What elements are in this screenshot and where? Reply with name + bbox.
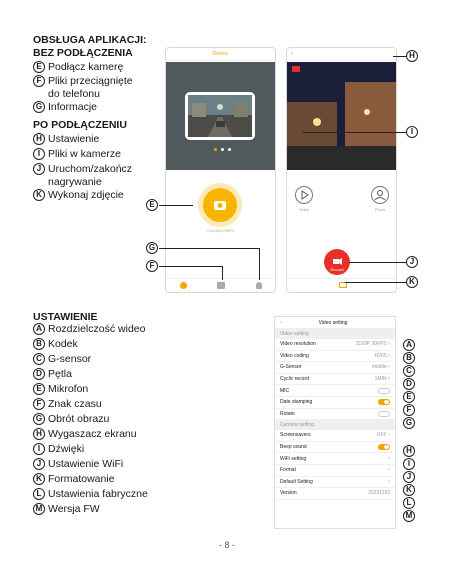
legend-text	[48, 163, 132, 188]
setting-label: G-Sensor	[280, 364, 302, 371]
setting-label: MIC	[280, 387, 290, 394]
bottom-nav	[166, 278, 275, 292]
settings-legend-item	[33, 428, 148, 443]
night-street-image	[287, 62, 396, 170]
phone-title-bar	[166, 48, 275, 61]
legend-text: Mikrofon	[48, 383, 89, 395]
badge: L	[33, 488, 45, 500]
legend-text: Znak czasu	[48, 398, 102, 410]
carousel-dot[interactable]	[228, 148, 231, 151]
live-preview	[287, 62, 396, 170]
settings-legend-item	[33, 353, 148, 368]
chevron-right-icon: ›	[388, 352, 390, 359]
callout-line-f	[159, 266, 222, 267]
settings-legend-item	[33, 488, 148, 503]
carousel-dot[interactable]	[214, 148, 217, 151]
photo-label: Photo	[374, 207, 386, 212]
setting-label: WiFi setting	[280, 455, 307, 462]
setting-row-version	[275, 488, 395, 500]
settings-legend-item	[33, 458, 148, 473]
setting-row-gsensor[interactable]	[275, 362, 395, 374]
setting-row-coding[interactable]	[275, 351, 395, 363]
callout-j: J	[406, 256, 418, 268]
badge: C	[403, 365, 415, 377]
badge: M	[33, 503, 45, 515]
badge: I	[33, 443, 45, 455]
date-stamp-toggle[interactable]	[378, 399, 390, 405]
badge: D	[33, 368, 45, 380]
badge: B	[403, 352, 415, 364]
chevron-right-icon: ›	[388, 467, 390, 474]
legend-text-line-1: Uruchom/zakończ	[48, 163, 133, 175]
setting-label: Version	[280, 490, 297, 497]
files-nav-icon[interactable]	[217, 282, 225, 289]
legend-text: Pętla	[48, 368, 72, 380]
setting-row-rotate	[275, 409, 395, 421]
settings-title: Video setting	[318, 319, 348, 326]
back-chevron-icon[interactable]: ‹	[280, 319, 282, 326]
badge: G	[403, 417, 415, 429]
after-connection-title: PO PODŁĄCZENIU	[33, 119, 127, 131]
badge: F	[33, 398, 45, 410]
setting-row-wifi[interactable]	[275, 453, 395, 465]
setting-row-mic	[275, 385, 395, 397]
legend-text: G-sensor	[48, 353, 92, 365]
legend-text: Ustawienie WiFi	[48, 458, 124, 470]
setting-label: Format	[280, 467, 296, 474]
legend-item-e	[33, 61, 123, 74]
legend-text-line-2: nagrywanie	[48, 175, 102, 188]
legend-text: Wykonaj zdjęcie	[48, 189, 124, 201]
settings-legend-title: USTAWIENIE	[33, 311, 98, 323]
callout-line-j	[349, 262, 406, 263]
badge: K	[33, 473, 45, 485]
setting-value: OFF	[376, 432, 387, 439]
badge: E	[403, 391, 415, 403]
callout-f: F	[146, 260, 158, 272]
callout-line-e	[159, 205, 193, 206]
bottom-bar	[287, 278, 396, 292]
legend-item-j	[33, 163, 132, 188]
legend-item-g	[33, 101, 97, 114]
badge: J	[33, 163, 45, 175]
legend-item-f	[33, 75, 133, 100]
setting-row-cyclic[interactable]	[275, 374, 395, 386]
no-connection-title	[33, 34, 147, 60]
callout-line-k	[345, 282, 406, 283]
hero-banner	[166, 62, 275, 170]
play-icon	[296, 187, 312, 203]
badge: M	[403, 510, 415, 522]
setting-value: H265	[374, 352, 387, 359]
chevron-right-icon: ›	[388, 341, 390, 348]
carousel-dots	[214, 148, 231, 151]
settings-screen	[274, 316, 396, 529]
badge: J	[33, 458, 45, 470]
carousel-dot[interactable]	[221, 148, 224, 151]
badge: G	[33, 101, 45, 113]
connect-label: Connect (WiFi)	[207, 228, 234, 233]
photo-files-button[interactable]	[371, 186, 389, 204]
setting-value: 1MIN	[374, 376, 387, 383]
badge: A	[403, 339, 415, 351]
callout-line-g	[159, 248, 259, 249]
chevron-right-icon: ›	[388, 478, 390, 485]
video-files-button[interactable]	[295, 186, 313, 204]
settings-right-badges-h-m	[403, 445, 418, 523]
badge: C	[33, 353, 45, 365]
setting-label: Rotate	[280, 410, 295, 417]
callout-g: G	[146, 242, 158, 254]
setting-row-screensaver[interactable]	[275, 430, 395, 442]
setting-value: 2160P 30FPS	[355, 341, 387, 348]
settings-legend-item	[33, 398, 148, 413]
chevron-right-icon: ›	[388, 432, 390, 439]
badge: I	[403, 458, 415, 470]
chevron-right-icon: ›	[388, 364, 390, 371]
badge: H	[403, 445, 415, 457]
legend-text: Formatowanie	[48, 473, 115, 485]
info-nav-icon[interactable]	[180, 282, 187, 289]
settings-header	[275, 317, 395, 329]
settings-legend-list	[33, 323, 148, 518]
dashcam-preview-image	[188, 95, 252, 137]
legend-text-line-2: do telefonu	[48, 87, 100, 100]
title-line-2: BEZ PODŁĄCZENIA	[33, 47, 133, 59]
person-photo-icon	[372, 187, 388, 203]
rotate-toggle[interactable]	[378, 411, 390, 417]
title-line-1: OBSŁUGA APLIKACJI:	[33, 34, 147, 46]
preview-card	[185, 92, 255, 140]
beep-toggle[interactable]	[378, 444, 390, 450]
badge: E	[33, 383, 45, 395]
setting-label: Beep sound	[280, 444, 307, 451]
legend-text: Wygaszacz ekranu	[48, 428, 137, 440]
connect-camera-button[interactable]	[203, 188, 237, 222]
settings-legend-item	[33, 473, 148, 488]
legend-text: Dźwięki	[48, 443, 85, 455]
settings-legend-item	[33, 323, 148, 338]
settings-legend-item	[33, 443, 148, 458]
settings-legend-item	[33, 503, 148, 518]
legend-text: Ustawienie	[48, 133, 100, 145]
phone-screen-connected	[286, 47, 397, 293]
callout-vline-f	[222, 266, 223, 280]
badge: D	[403, 378, 415, 390]
setting-value: middle	[371, 364, 387, 371]
setting-label: Default Setting	[280, 478, 313, 485]
badge: L	[403, 497, 415, 509]
settings-legend-item	[33, 413, 148, 428]
badge: K	[403, 484, 415, 496]
badge: A	[33, 323, 45, 335]
setting-label: Video resolution	[280, 341, 316, 348]
badge: G	[33, 413, 45, 425]
callout-line-h	[393, 56, 406, 57]
legend-text-line-1: Pliki przeciągnięte	[48, 75, 133, 87]
badge: H	[33, 133, 45, 145]
badge: F	[33, 75, 45, 87]
settings-legend-item	[33, 368, 148, 383]
settings-group-video: Video setting	[275, 329, 395, 339]
setting-row-beep	[275, 442, 395, 454]
legend-text	[48, 75, 133, 100]
settings-right-badges-a-g	[403, 339, 418, 430]
legend-text: Rozdzielczość wideo	[48, 323, 146, 335]
setting-label: Date stamping	[280, 399, 313, 406]
settings-group-camera: Camera setting	[275, 420, 395, 430]
badge: E	[33, 61, 45, 73]
badge: H	[33, 428, 45, 440]
callout-line-i	[303, 132, 406, 133]
callout-k: K	[406, 276, 418, 288]
chevron-right-icon: ›	[388, 376, 390, 383]
user-nav-icon[interactable]	[256, 282, 262, 289]
phone-title: Device	[212, 51, 229, 57]
callout-vline-g	[259, 248, 260, 280]
legend-item-k	[33, 189, 124, 202]
badge: J	[403, 471, 415, 483]
badge: K	[33, 189, 45, 201]
setting-row-format[interactable]	[275, 465, 395, 477]
setting-label: Video coding	[280, 352, 309, 359]
legend-text: Informacje	[48, 101, 98, 113]
legend-text: Podłącz kamerę	[48, 61, 124, 73]
setting-row-default[interactable]	[275, 477, 395, 489]
badge: I	[33, 148, 45, 160]
setting-value: 20221103	[368, 490, 390, 497]
settings-legend-item	[33, 383, 148, 398]
callout-e: E	[146, 199, 158, 211]
legend-text: Kodek	[48, 338, 78, 350]
mic-toggle[interactable]	[378, 388, 390, 394]
legend-text: Wersja FW	[48, 503, 100, 515]
settings-legend-item	[33, 338, 148, 353]
legend-item-i	[33, 148, 121, 161]
setting-label: Screensavers	[280, 432, 311, 439]
legend-text: Pliki w kamerze	[48, 148, 121, 160]
legend-item-h	[33, 133, 99, 146]
badge: F	[403, 404, 415, 416]
badge: B	[33, 338, 45, 350]
legend-text: Ustawienia fabryczne	[48, 488, 148, 500]
page-number: - 8 -	[218, 540, 235, 550]
setting-row-date-stamp	[275, 397, 395, 409]
setting-label: Cyclic record	[280, 376, 309, 383]
callout-h: H	[406, 50, 418, 62]
video-label: Video	[298, 207, 310, 212]
camera-icon	[203, 188, 237, 222]
legend-text: Obrót obrazu	[48, 413, 110, 425]
record-label: Record	[330, 267, 344, 272]
chevron-right-icon: ›	[388, 455, 390, 462]
setting-row-resolution[interactable]	[275, 339, 395, 351]
phone-title-bar: ‹	[287, 48, 396, 61]
callout-i: I	[406, 126, 418, 138]
